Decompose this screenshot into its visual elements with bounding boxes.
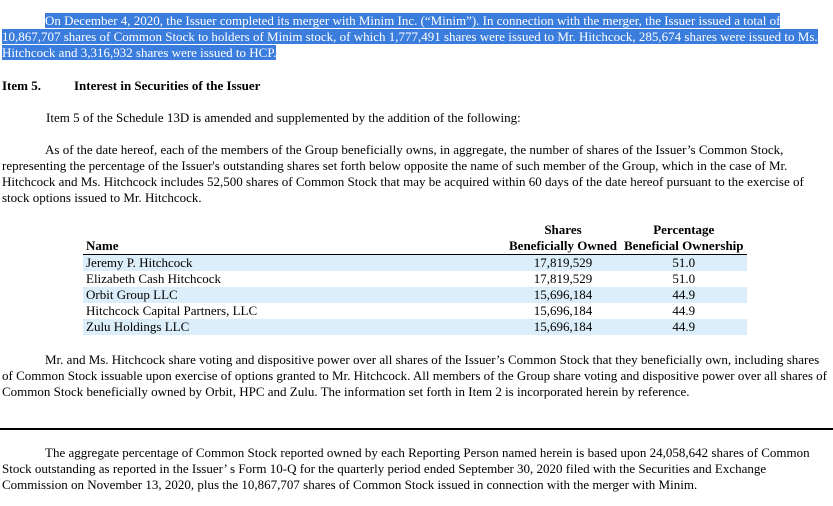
item5-intro: Item 5 of the Schedule 13D is amended and supplemented by the addition of the following: <box>46 110 521 125</box>
row-percentage: 44.9 <box>672 303 696 318</box>
voting-paragraph: Mr. and Ms. Hitchcock share voting and dispositive power over all shares of the Issuer’s Common Stock that they beneficially own, including shares of Common Stock issuable upon exercise of options granted to Mr. Hitchcock. All members of the Group share voting and dispositive power over all shares of Common Stock beneficially owned by Orbit, HPC and Zulu. The information set forth in Item 2 is incorporated herein by reference. <box>2 352 827 399</box>
row-shares: 17,819,529 <box>533 271 593 286</box>
row-name: Zulu Holdings LLC <box>83 319 505 335</box>
footnote-divider <box>0 428 833 430</box>
ownership-paragraph: As of the date hereof, each of the members of the Group beneficially owns, in aggregate, the number of shares of the Issuer’s Common Stock, representing the percentage of the Issuer's outstanding shares set forth below opposite the name of such member of the Group, which in the case of Mr. Hitchcock and Ms. Hitchcock includes 52,500 shares of Common Stock that may be acquired within 60 days of the date hereof pursuant to the exercise of stock options issued to Mr. Hitchcock. <box>2 142 804 205</box>
header-percentage: Percentage Beneficial Ownership <box>621 222 747 255</box>
item5-heading <box>2 78 260 94</box>
row-name: Elizabeth Cash Hitchcock <box>86 271 222 286</box>
footnote-paragraph: The aggregate percentage of Common Stock reported owned by each Reporting Person named herein is based upon 24,058,642 shares of Common Stock outstanding as reported in the Issuer’ s Form 10-Q for the quarterly period ended September 30, 2020 filed with the Securities and Exchange Commission on November 13, 2020, plus the 10,867,707 shares of Common Stock issued in connection with the merger with Minim. <box>2 445 810 492</box>
item5-number: Item 5. <box>2 78 41 93</box>
table-row <box>83 255 747 272</box>
row-percentage: 44.9 <box>621 319 747 335</box>
row-shares: 15,696,184 <box>533 303 593 318</box>
row-name: Jeremy P. Hitchcock <box>83 255 505 272</box>
header-shares: Shares Beneficially Owned <box>505 222 621 255</box>
table-row <box>83 319 747 335</box>
row-shares: 15,696,184 <box>505 287 621 303</box>
table-row <box>83 287 747 303</box>
table-row <box>83 303 747 319</box>
row-percentage: 51.0 <box>672 271 696 286</box>
row-percentage: 51.0 <box>621 255 747 272</box>
item5-title: Interest in Securities of the Issuer <box>74 78 261 93</box>
row-shares: 17,819,529 <box>505 255 621 272</box>
beneficial-ownership-table <box>83 222 747 335</box>
table-row <box>83 271 747 287</box>
table-header-row <box>83 222 747 255</box>
merger-paragraph <box>2 13 828 61</box>
selected-text[interactable]: On December 4, 2020, the Issuer completed its merger with Minim Inc. (“Minim”). In connection with the merger, the Issuer issued a total of 10,867,707 shares of Common Stock to holders of Minim stock, of which 1,777,491 shares were issued to Mr. Hitchcock, 285,674 shares were issued to Ms. Hitchcock and 3,316,932 shares were issued to HCP. <box>2 13 818 60</box>
row-percentage: 44.9 <box>621 287 747 303</box>
header-name: Name <box>83 222 505 255</box>
row-name: Hitchcock Capital Partners, LLC <box>86 303 258 318</box>
row-shares: 15,696,184 <box>505 319 621 335</box>
row-name: Orbit Group LLC <box>83 287 505 303</box>
